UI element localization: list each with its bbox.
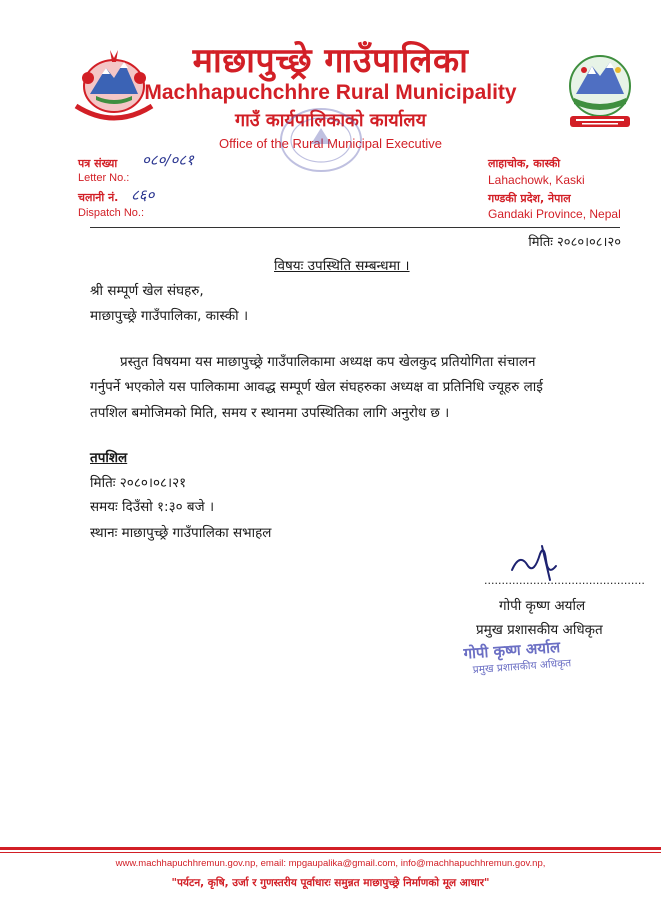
municipality-title-english: Machhapuchchhre Rural Municipality xyxy=(144,81,517,104)
address-line1-english: Lahachowk, Kaski xyxy=(488,173,585,187)
footer-divider-thin xyxy=(0,852,661,853)
address-line2-english: Gandaki Province, Nepal xyxy=(488,207,621,221)
body-paragraph-line3: तपशिल बमोजिमको मिति, समय र स्थानमा उपस्थितिका लागि अनुरोध छ । xyxy=(90,405,450,421)
office-seal xyxy=(275,104,367,176)
details-time: समयः दिउँसो १:३० बजे । xyxy=(90,499,215,515)
letter-no-label-nepali: पत्र संख्या xyxy=(78,157,118,170)
office-title-nepali: गाउँ कार्यपालिकाको कार्यालय xyxy=(234,110,427,131)
details-date: मितिः २०८०।०८।२१ xyxy=(90,475,187,491)
letter-no-value: ०८०/०८१ xyxy=(142,151,194,169)
municipality-title-nepali: माछापुच्छ्रे गाउँपालिका xyxy=(192,41,469,81)
signature-dots: .............................................. xyxy=(484,574,645,587)
dispatch-no-label-nepali: चलानी नं. xyxy=(78,191,119,204)
stamp-name: गोपी कृष्ण अर्याल xyxy=(463,638,561,663)
dispatch-no-value: ८६० xyxy=(131,186,155,204)
signatory-name: गोपी कृष्ण अर्याल xyxy=(499,598,586,614)
footer-contacts: www.machhapuchhremun.gov.np, email: mpgaupalika@gmail.com, info@machhapuchhremun.gov.np, xyxy=(115,858,546,869)
name-stamp xyxy=(463,636,572,677)
address-line1-nepali: लाहाचोक, कास्की xyxy=(488,157,561,170)
signatory-title: प्रमुख प्रशासकीय अधिकृत xyxy=(476,622,603,638)
stamp-title: प्रमुख प्रशासकीय अधिकृत xyxy=(472,657,572,677)
footer-divider-thick xyxy=(0,847,661,850)
office-title-english: Office of the Rural Municipal Executive xyxy=(218,136,443,151)
address-line2-nepali: गण्डकी प्रदेश, नेपाल xyxy=(488,192,571,205)
dispatch-no-label-english: Dispatch No.: xyxy=(78,207,145,219)
footer-motto: "पर्यटन, कृषि, उर्जा र गुणस्तरीय पूर्वाधारः समुन्नत माछापुच्छ्रे निर्माणको मूल आधार" xyxy=(171,877,490,889)
recipient-line2: माछापुच्छ्रे गाउँपालिका, कास्की । xyxy=(90,308,249,324)
details-venue: स्थानः माछापुच्छ्रे गाउँपालिका सभाहल xyxy=(90,525,272,541)
header-divider xyxy=(90,227,620,228)
letter-date: मितिः २०८०।०८।२० xyxy=(528,235,621,250)
letter-no-label-english: Letter No.: xyxy=(78,172,130,184)
recipient-line1: श्री सम्पूर्ण खेल संघहरु, xyxy=(90,283,204,299)
body-paragraph-line2: गर्नुपर्ने भएकोले यस पालिकामा आवद्ध सम्पूर्ण खेल संघहरुका अध्यक्ष वा प्रतिनिधि ज्यूहरु लाई xyxy=(90,379,543,395)
details-heading: तपशिल xyxy=(90,450,128,466)
body-paragraph-line1: प्रस्तुत विषयमा यस माछापुच्छ्रे गाउँपालिकामा अध्यक्ष कप खेलकुद प्रतियोगिता संचालन xyxy=(120,354,536,370)
subject-line: विषयः उपस्थिति सम्बन्धमा । xyxy=(274,258,410,274)
